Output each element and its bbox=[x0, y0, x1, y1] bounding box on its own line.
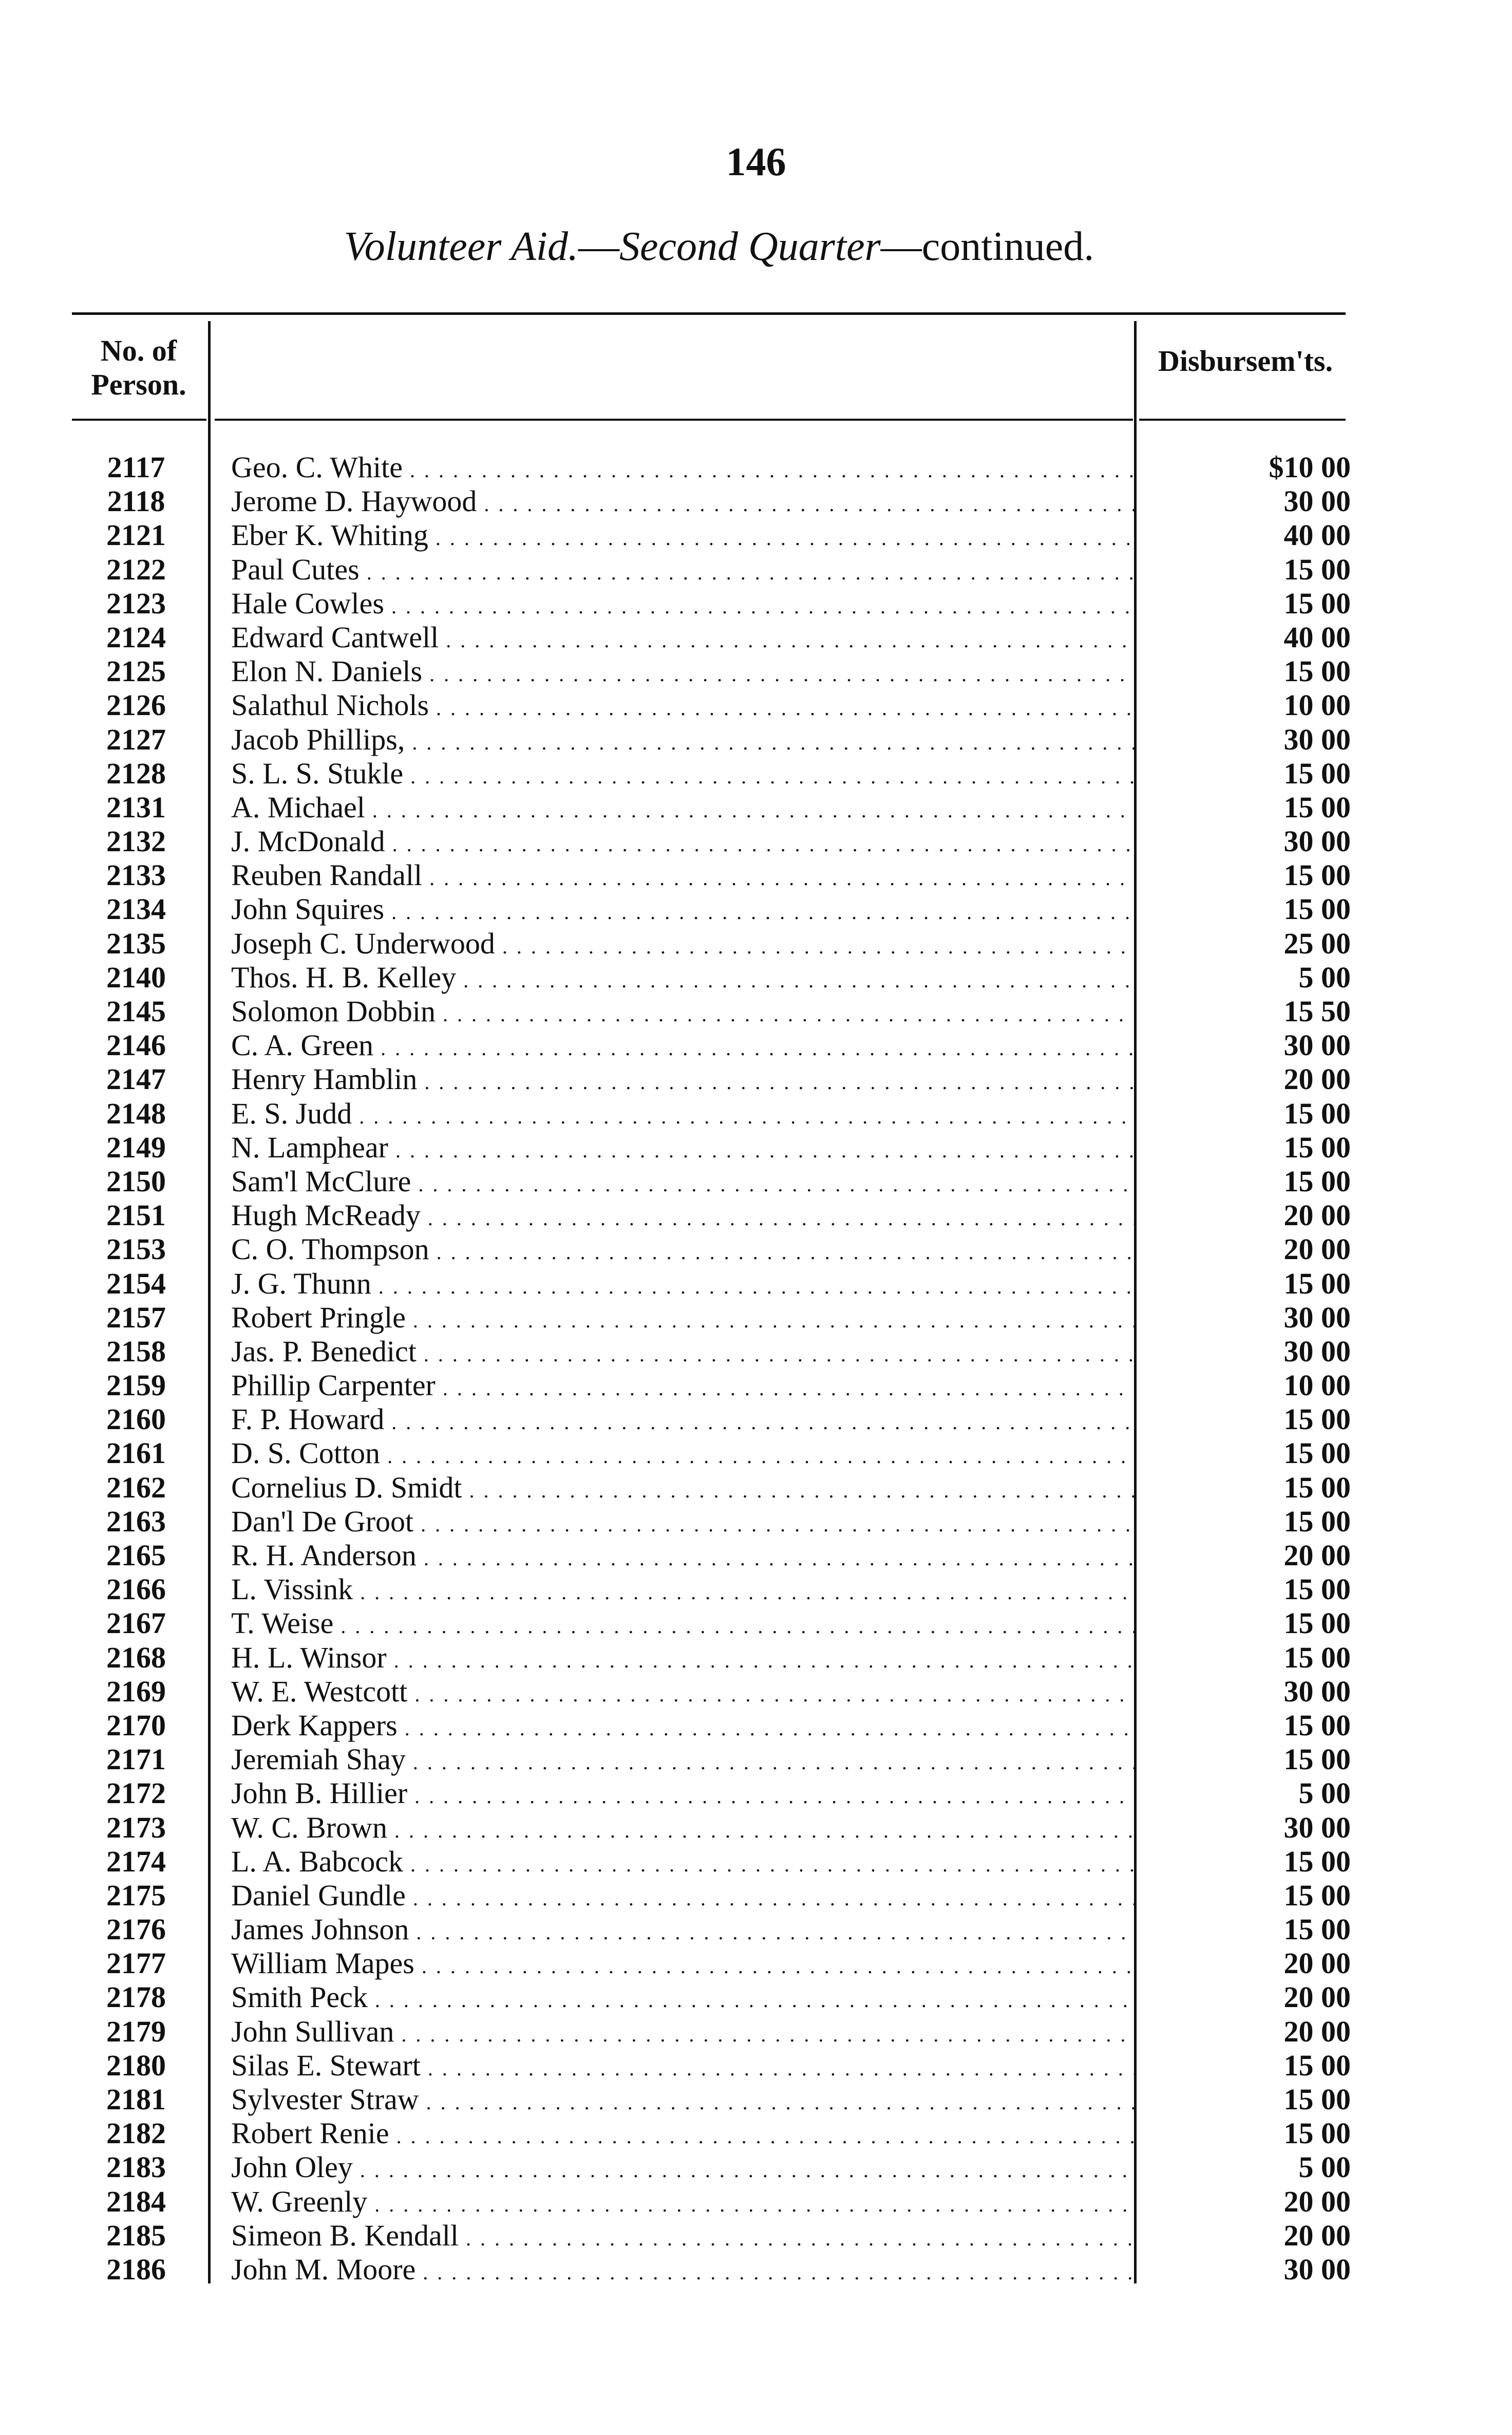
person-number: 2128 bbox=[106, 756, 166, 790]
person-number: 2157 bbox=[106, 1300, 166, 1334]
table-row bbox=[0, 1845, 1512, 1879]
person-number: 2154 bbox=[106, 1266, 166, 1300]
disbursement-amount: 30 00 bbox=[1283, 1674, 1351, 1708]
table-row bbox=[0, 1436, 1512, 1470]
person-name: Joseph C. Underwood . . . bbox=[231, 927, 1135, 964]
person-name: Solomon Dobbin . . . bbox=[231, 995, 1135, 1032]
disbursement-amount: 30 00 bbox=[1283, 1810, 1351, 1844]
disbursement-amount: 15 00 bbox=[1283, 1266, 1351, 1300]
person-name: John M. Moore . . . bbox=[231, 2253, 1135, 2290]
table-row bbox=[0, 723, 1512, 757]
person-number: 2177 bbox=[106, 1946, 166, 1980]
person-number: 2135 bbox=[106, 926, 166, 960]
table-row bbox=[0, 553, 1512, 587]
person-name: Robert Pringle . . . bbox=[231, 1301, 1135, 1338]
table-row bbox=[0, 2083, 1512, 2116]
table-row bbox=[0, 1913, 1512, 1946]
disbursement-amount: 20 00 bbox=[1283, 1232, 1351, 1266]
header-underline-middle bbox=[215, 419, 1133, 421]
disbursement-amount: 15 00 bbox=[1283, 586, 1351, 620]
person-number: 2162 bbox=[106, 1470, 166, 1504]
disbursement-amount: 15 00 bbox=[1283, 756, 1351, 790]
disbursement-amount: 15 00 bbox=[1283, 858, 1351, 892]
table-row bbox=[0, 621, 1512, 654]
person-number: 2161 bbox=[106, 1436, 166, 1470]
person-name: Edward Cantwell . . . bbox=[231, 621, 1135, 658]
person-name: C. O. Thompson . . . bbox=[231, 1232, 1135, 1269]
person-name: Jeremiah Shay . . . bbox=[231, 1743, 1135, 1780]
person-name: Sylvester Straw . . . bbox=[231, 2083, 1135, 2120]
person-number: 2184 bbox=[106, 2184, 166, 2218]
disbursement-amount: 30 00 bbox=[1283, 825, 1351, 858]
disbursement-amount: 25 00 bbox=[1283, 926, 1351, 960]
disbursement-amount: 15 00 bbox=[1283, 2116, 1351, 2150]
table-row bbox=[0, 1097, 1512, 1131]
person-name: Silas E. Stewart . . . bbox=[231, 2049, 1135, 2086]
table-row bbox=[0, 1369, 1512, 1402]
person-name: Sam'l McClure . . . bbox=[231, 1165, 1135, 1202]
disbursement-amount: 15 00 bbox=[1283, 1844, 1351, 1878]
person-number: 2185 bbox=[106, 2218, 166, 2252]
person-number: 2131 bbox=[106, 790, 166, 824]
person-name: Hugh McReady . . . bbox=[231, 1198, 1135, 1235]
disbursement-amount: 5 00 bbox=[1298, 960, 1351, 994]
disbursement-table bbox=[0, 451, 1512, 2287]
table-row bbox=[0, 587, 1512, 621]
person-name: James Johnson . . . bbox=[231, 1913, 1135, 1950]
person-name: W. Greenly . . . bbox=[231, 2185, 1135, 2222]
person-name: Smith Peck . . . bbox=[231, 1980, 1135, 2017]
person-name: Robert Renie . . . bbox=[231, 2116, 1135, 2153]
person-name: Derk Kappers . . . bbox=[231, 1709, 1135, 1746]
header-number-line-1: No. of bbox=[100, 334, 177, 367]
person-name: A. Michael . . . bbox=[231, 791, 1135, 828]
person-name: John Sullivan . . . bbox=[231, 2015, 1135, 2052]
table-row bbox=[0, 1572, 1512, 1606]
disbursement-amount: 30 00 bbox=[1283, 1300, 1351, 1334]
table-row bbox=[0, 1980, 1512, 2014]
disbursement-amount: 30 00 bbox=[1283, 2252, 1351, 2286]
title-dash-1: — bbox=[578, 224, 619, 269]
person-number: 2140 bbox=[106, 960, 166, 994]
disbursement-amount: 30 00 bbox=[1283, 1028, 1351, 1062]
person-name: E. S. Judd . . . bbox=[231, 1097, 1135, 1134]
table-row bbox=[0, 1641, 1512, 1675]
table-row bbox=[0, 2219, 1512, 2253]
person-number: 2159 bbox=[106, 1369, 166, 1402]
person-number: 2175 bbox=[106, 1878, 166, 1912]
header-number-of-person bbox=[72, 334, 205, 402]
disbursement-amount: 15 00 bbox=[1283, 1743, 1351, 1776]
title-part-1: Volunteer Aid. bbox=[344, 224, 578, 269]
table-row bbox=[0, 858, 1512, 892]
person-number: 2171 bbox=[106, 1743, 166, 1776]
person-number: 2168 bbox=[106, 1640, 166, 1674]
disbursement-amount: 15 00 bbox=[1283, 1640, 1351, 1674]
table-row bbox=[0, 2015, 1512, 2049]
disbursement-amount: 20 00 bbox=[1283, 1062, 1351, 1096]
person-name: Henry Hamblin . . . bbox=[231, 1062, 1135, 1099]
person-number: 2180 bbox=[106, 2048, 166, 2082]
header-underline-left bbox=[72, 419, 206, 421]
table-row bbox=[0, 825, 1512, 858]
person-name: W. C. Brown . . . bbox=[231, 1811, 1135, 1848]
person-name: J. G. Thunn . . . bbox=[231, 1267, 1135, 1304]
person-name: Dan'l De Groot . . . bbox=[231, 1505, 1135, 1542]
header-underline-right bbox=[1139, 419, 1346, 421]
person-name: Hale Cowles . . . bbox=[231, 587, 1135, 624]
table-row bbox=[0, 927, 1512, 961]
person-name: H. L. Winsor . . . bbox=[231, 1641, 1135, 1678]
person-number: 2134 bbox=[106, 892, 166, 926]
table-row bbox=[0, 1165, 1512, 1198]
disbursement-amount: 15 00 bbox=[1283, 790, 1351, 824]
person-number: 2166 bbox=[106, 1572, 166, 1606]
disbursement-amount: 30 00 bbox=[1283, 1334, 1351, 1368]
person-number: 2125 bbox=[106, 654, 166, 688]
person-number: 2118 bbox=[107, 484, 165, 518]
person-number: 2163 bbox=[106, 1504, 166, 1538]
disbursement-amount: $10 00 bbox=[1269, 451, 1351, 484]
person-number: 2133 bbox=[106, 858, 166, 892]
disbursement-amount: 20 00 bbox=[1283, 1198, 1351, 1232]
person-number: 2174 bbox=[106, 1844, 166, 1878]
person-number: 2150 bbox=[106, 1164, 166, 1198]
table-row bbox=[0, 1946, 1512, 1980]
disbursement-amount: 15 00 bbox=[1283, 1130, 1351, 1164]
header-number-line-2: Person. bbox=[91, 368, 186, 401]
person-number: 2181 bbox=[106, 2083, 166, 2116]
disbursement-amount: 30 00 bbox=[1283, 722, 1351, 756]
disbursement-amount: 15 00 bbox=[1283, 1470, 1351, 1504]
disbursement-amount: 20 00 bbox=[1283, 2014, 1351, 2048]
table-row bbox=[0, 1539, 1512, 1572]
person-number: 2132 bbox=[106, 825, 166, 858]
person-number: 2127 bbox=[106, 722, 166, 756]
table-row bbox=[0, 1776, 1512, 1810]
table-row bbox=[0, 1471, 1512, 1505]
disbursement-amount: 15 00 bbox=[1283, 1878, 1351, 1912]
person-number: 2172 bbox=[106, 1776, 166, 1810]
person-number: 2186 bbox=[106, 2252, 166, 2286]
disbursement-amount: 15 00 bbox=[1283, 2048, 1351, 2082]
disbursement-amount: 20 00 bbox=[1283, 1980, 1351, 2014]
person-number: 2148 bbox=[106, 1096, 166, 1130]
person-name: John B. Hillier . . . bbox=[231, 1776, 1135, 1813]
person-name: William Mapes . . . bbox=[231, 1946, 1135, 1983]
disbursement-amount: 15 00 bbox=[1283, 1913, 1351, 1946]
person-name: S. L. S. Stukle . . . bbox=[231, 757, 1135, 794]
person-name: W. E. Westcott . . . bbox=[231, 1675, 1135, 1712]
person-name: Thos. H. B. Kelley . . . bbox=[231, 961, 1135, 998]
disbursement-amount: 15 00 bbox=[1283, 1436, 1351, 1470]
header-disbursements: Disbursem'ts. bbox=[1158, 344, 1333, 378]
table-row bbox=[0, 2150, 1512, 2184]
table-row bbox=[0, 1131, 1512, 1165]
person-number: 2145 bbox=[106, 995, 166, 1028]
page-title bbox=[0, 223, 1438, 270]
disbursement-amount: 5 00 bbox=[1298, 1776, 1351, 1810]
disbursement-amount: 15 00 bbox=[1283, 1572, 1351, 1606]
table-top-rule bbox=[72, 312, 1346, 315]
title-dash-2: — bbox=[880, 224, 922, 269]
person-name: T. Weise . . . bbox=[231, 1606, 1135, 1643]
person-number: 2170 bbox=[106, 1708, 166, 1742]
table-row bbox=[0, 654, 1512, 688]
person-number: 2153 bbox=[106, 1232, 166, 1266]
disbursement-amount: 10 00 bbox=[1283, 688, 1351, 722]
person-name: Cornelius D. Smidt . . . bbox=[231, 1471, 1135, 1508]
table-row bbox=[0, 1335, 1512, 1369]
person-name: Reuben Randall . . . bbox=[231, 858, 1135, 895]
table-row bbox=[0, 518, 1512, 552]
disbursement-amount: 15 00 bbox=[1283, 1096, 1351, 1130]
disbursement-amount: 15 00 bbox=[1283, 552, 1351, 586]
person-number: 2179 bbox=[106, 2014, 166, 2048]
person-number: 2146 bbox=[106, 1028, 166, 1062]
person-name: Paul Cutes . . . bbox=[231, 553, 1135, 590]
person-name: John Oley . . . bbox=[231, 2150, 1135, 2187]
table-row bbox=[0, 961, 1512, 995]
table-row bbox=[0, 1505, 1512, 1539]
disbursement-amount: 15 00 bbox=[1283, 1402, 1351, 1436]
table-row bbox=[0, 1232, 1512, 1266]
person-name: John Squires . . . bbox=[231, 892, 1135, 929]
table-row bbox=[0, 995, 1512, 1028]
person-number: 2158 bbox=[106, 1334, 166, 1368]
person-name: Daniel Gundle . . . bbox=[231, 1879, 1135, 1916]
table-row bbox=[0, 1198, 1512, 1232]
disbursement-amount: 40 00 bbox=[1283, 620, 1351, 654]
person-name: Salathul Nichols . . . bbox=[231, 688, 1135, 725]
person-name: Jas. P. Benedict . . . bbox=[231, 1335, 1135, 1372]
title-part-2: Second Quarter bbox=[619, 224, 881, 269]
table-row bbox=[0, 1811, 1512, 1845]
table-row bbox=[0, 2116, 1512, 2150]
table-row bbox=[0, 757, 1512, 791]
person-number: 2117 bbox=[107, 451, 165, 484]
table-row bbox=[0, 1267, 1512, 1301]
person-name: Eber K. Whiting . . . bbox=[231, 518, 1135, 555]
person-name: Geo. C. White . . . bbox=[231, 451, 1135, 488]
person-name: F. P. Howard . . . bbox=[231, 1402, 1135, 1439]
person-name: L. A. Babcock . . . bbox=[231, 1845, 1135, 1882]
table-row bbox=[0, 1062, 1512, 1096]
person-number: 2160 bbox=[106, 1402, 166, 1436]
person-name: Jacob Phillips, . . . bbox=[231, 723, 1135, 760]
person-number: 2121 bbox=[106, 518, 166, 552]
person-number: 2122 bbox=[106, 552, 166, 586]
person-name: Jerome D. Haywood . . . bbox=[231, 484, 1135, 521]
person-number: 2124 bbox=[106, 620, 166, 654]
person-name: D. S. Cotton . . . bbox=[231, 1436, 1135, 1473]
table-row bbox=[0, 2049, 1512, 2083]
table-row bbox=[0, 484, 1512, 518]
disbursement-amount: 40 00 bbox=[1283, 518, 1351, 552]
table-row bbox=[0, 1879, 1512, 1913]
page-number: 146 bbox=[726, 139, 786, 184]
table-row bbox=[0, 2253, 1512, 2287]
title-part-3: continued. bbox=[921, 224, 1094, 269]
table-row bbox=[0, 1402, 1512, 1436]
person-name: N. Lamphear . . . bbox=[231, 1131, 1135, 1168]
disbursement-amount: 20 00 bbox=[1283, 2184, 1351, 2218]
disbursement-amount: 15 00 bbox=[1283, 654, 1351, 688]
table-row bbox=[0, 1301, 1512, 1335]
person-name: Elon N. Daniels . . . bbox=[231, 654, 1135, 691]
disbursement-amount: 20 00 bbox=[1283, 1539, 1351, 1572]
disbursement-amount: 15 00 bbox=[1283, 1708, 1351, 1742]
disbursement-amount: 15 00 bbox=[1283, 1504, 1351, 1538]
disbursement-amount: 15 50 bbox=[1283, 995, 1351, 1028]
table-row bbox=[0, 892, 1512, 926]
table-row bbox=[0, 1743, 1512, 1776]
person-number: 2183 bbox=[106, 2150, 166, 2184]
table-row bbox=[0, 791, 1512, 825]
disbursement-amount: 15 00 bbox=[1283, 1606, 1351, 1640]
disbursement-amount: 20 00 bbox=[1283, 1946, 1351, 1980]
disbursement-amount: 15 00 bbox=[1283, 2083, 1351, 2116]
person-number: 2173 bbox=[106, 1810, 166, 1844]
disbursement-amount: 15 00 bbox=[1283, 892, 1351, 926]
person-name: Phillip Carpenter . . . bbox=[231, 1369, 1135, 1406]
disbursement-amount: 30 00 bbox=[1283, 484, 1351, 518]
table-row bbox=[0, 1709, 1512, 1743]
person-number: 2147 bbox=[106, 1062, 166, 1096]
person-number: 2149 bbox=[106, 1130, 166, 1164]
disbursement-amount: 15 00 bbox=[1283, 1164, 1351, 1198]
table-row bbox=[0, 451, 1512, 484]
person-number: 2123 bbox=[106, 586, 166, 620]
table-row bbox=[0, 1675, 1512, 1709]
disbursement-amount: 10 00 bbox=[1283, 1369, 1351, 1402]
table-row bbox=[0, 1028, 1512, 1062]
person-number: 2151 bbox=[106, 1198, 166, 1232]
table-row bbox=[0, 688, 1512, 722]
person-name: L. Vissink . . . bbox=[231, 1572, 1135, 1609]
person-number: 2178 bbox=[106, 1980, 166, 2014]
person-number: 2165 bbox=[106, 1539, 166, 1572]
person-number: 2126 bbox=[106, 688, 166, 722]
disbursement-amount: 5 00 bbox=[1298, 2150, 1351, 2184]
person-number: 2176 bbox=[106, 1913, 166, 1946]
person-name: Simeon B. Kendall . . . bbox=[231, 2219, 1135, 2256]
disbursement-amount: 20 00 bbox=[1283, 2218, 1351, 2252]
person-number: 2169 bbox=[106, 1674, 166, 1708]
table-row bbox=[0, 1606, 1512, 1640]
person-number: 2182 bbox=[106, 2116, 166, 2150]
person-name: C. A. Green . . . bbox=[231, 1028, 1135, 1065]
person-name: J. McDonald . . . bbox=[231, 825, 1135, 861]
table-row bbox=[0, 2185, 1512, 2219]
person-name: R. H. Anderson . . . bbox=[231, 1539, 1135, 1576]
person-number: 2167 bbox=[106, 1606, 166, 1640]
